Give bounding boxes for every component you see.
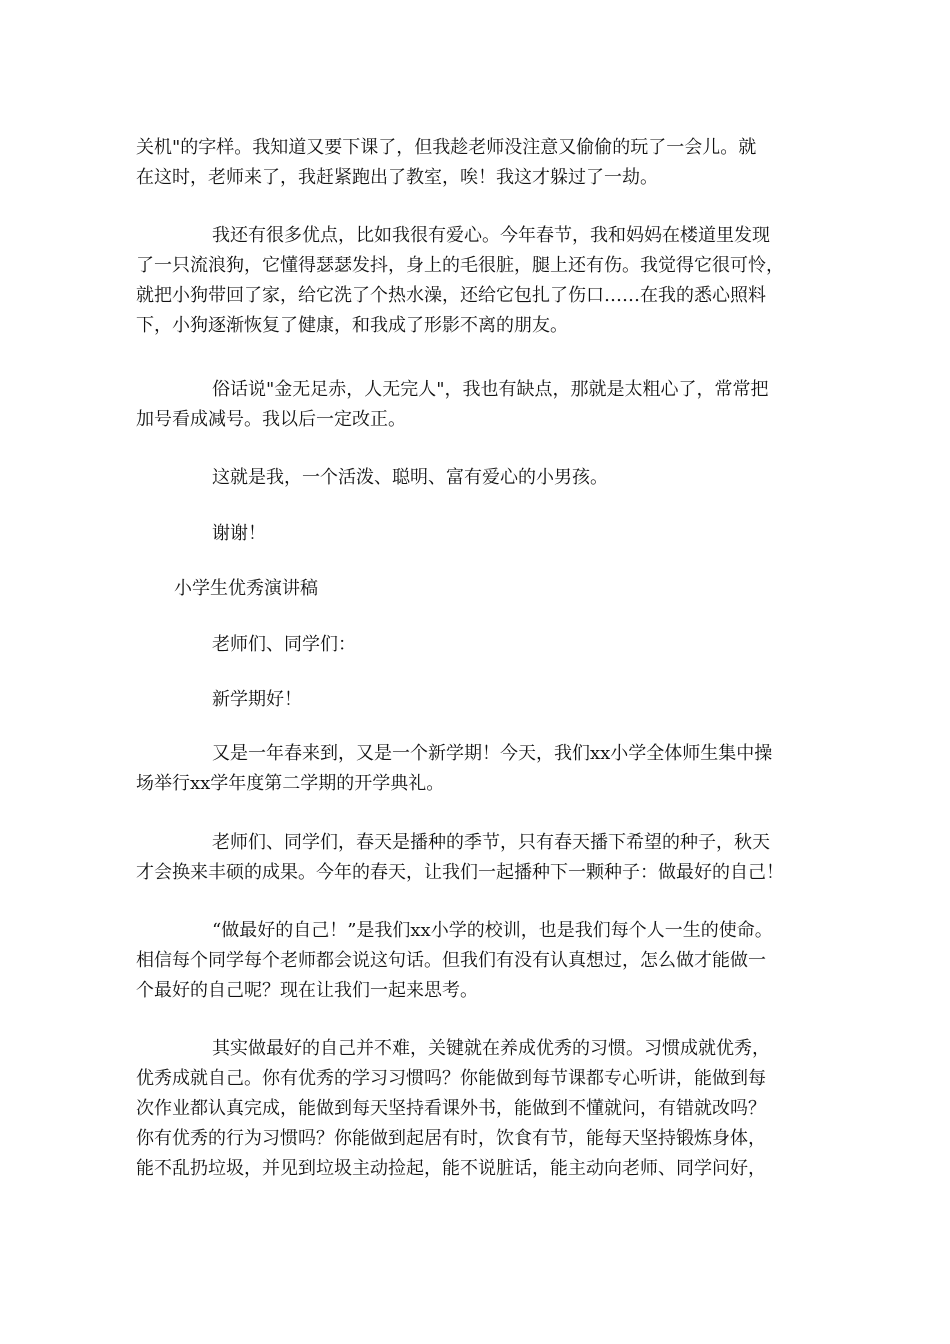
paragraph bbox=[136, 685, 826, 715]
text-line: 俗话说"金无足赤，人无完人"，我也有缺点，那就是太粗心了，常常把 bbox=[212, 379, 769, 400]
text-line: 这就是我，一个活泼、聪明、富有爱心的小男孩。 bbox=[212, 467, 608, 488]
paragraph bbox=[136, 463, 826, 493]
text-line: 你有优秀的行为习惯吗？你能做到起居有时，饮食有节，能每天坚持锻炼身体， bbox=[136, 1128, 766, 1149]
text-line: 新学期好！ bbox=[212, 689, 302, 710]
text-line: 了一只流浪狗，它懂得瑟瑟发抖，身上的毛很脏，腿上还有伤。我觉得它很可怜， bbox=[136, 255, 784, 276]
paragraph bbox=[136, 375, 826, 435]
paragraph bbox=[136, 221, 826, 341]
text-line: 就把小狗带回了家，给它洗了个热水澡，还给它包扎了伤口……在我的悉心照料 bbox=[136, 285, 766, 306]
text-line: 老师们、同学们，春天是播种的季节，只有春天播下希望的种子，秋天 bbox=[212, 832, 770, 853]
text-line: 我还有很多优点，比如我很有爱心。今年春节，我和妈妈在楼道里发现 bbox=[212, 225, 770, 246]
text-line: 次作业都认真完成，能做到每天坚持看课外书，能做到不懂就问，有错就改吗？ bbox=[136, 1098, 766, 1119]
text-line: 下，小狗逐渐恢复了健康，和我成了形影不离的朋友。 bbox=[136, 315, 568, 336]
paragraph bbox=[136, 630, 826, 660]
text-line: 个最好的自己呢？现在让我们一起来思考。 bbox=[136, 980, 478, 1001]
text-line: 谢谢！ bbox=[212, 523, 266, 544]
text-line: 老师们、同学们： bbox=[212, 634, 356, 655]
text-line: 才会换来丰硕的成果。今年的春天，让我们一起播种下一颗种子：做最好的自己！ bbox=[136, 862, 784, 883]
paragraph bbox=[136, 1034, 826, 1184]
text-line: 关机"的字样。我知道又要下课了，但我趁老师没注意又偷偷的玩了一会儿。就 bbox=[136, 137, 757, 158]
text-line: 其实做最好的自己并不难，关键就在养成优秀的习惯。习惯成就优秀， bbox=[212, 1038, 770, 1059]
text-line: 加号看成减号。我以后一定改正。 bbox=[136, 409, 406, 430]
paragraph bbox=[136, 519, 826, 549]
paragraph bbox=[136, 828, 826, 888]
section-title: 小学生优秀演讲稿 bbox=[174, 578, 318, 599]
paragraph bbox=[136, 739, 826, 799]
text-line: 场举行xx学年度第二学期的开学典礼。 bbox=[136, 773, 445, 794]
paragraph bbox=[136, 133, 826, 193]
text-line: 能不乱扔垃圾，并见到垃圾主动捡起，能不说脏话，能主动向老师、同学问好， bbox=[136, 1158, 766, 1179]
text-line: 相信每个同学每个老师都会说这句话。但我们有没有认真想过，怎么做才能做一 bbox=[136, 950, 766, 971]
text-line: 优秀成就自己。你有优秀的学习习惯吗？你能做到每节课都专心听讲，能做到每 bbox=[136, 1068, 766, 1089]
paragraph bbox=[136, 916, 826, 1006]
text-line: 在这时，老师来了，我赶紧跑出了教室，唉！我这才躲过了一劫。 bbox=[136, 167, 658, 188]
text-line: 又是一年春来到，又是一个新学期！今天，我们xx小学全体师生集中操 bbox=[212, 743, 773, 764]
text-line: “做最好的自己！”是我们xx小学的校训，也是我们每个人一生的使命。 bbox=[212, 920, 773, 941]
